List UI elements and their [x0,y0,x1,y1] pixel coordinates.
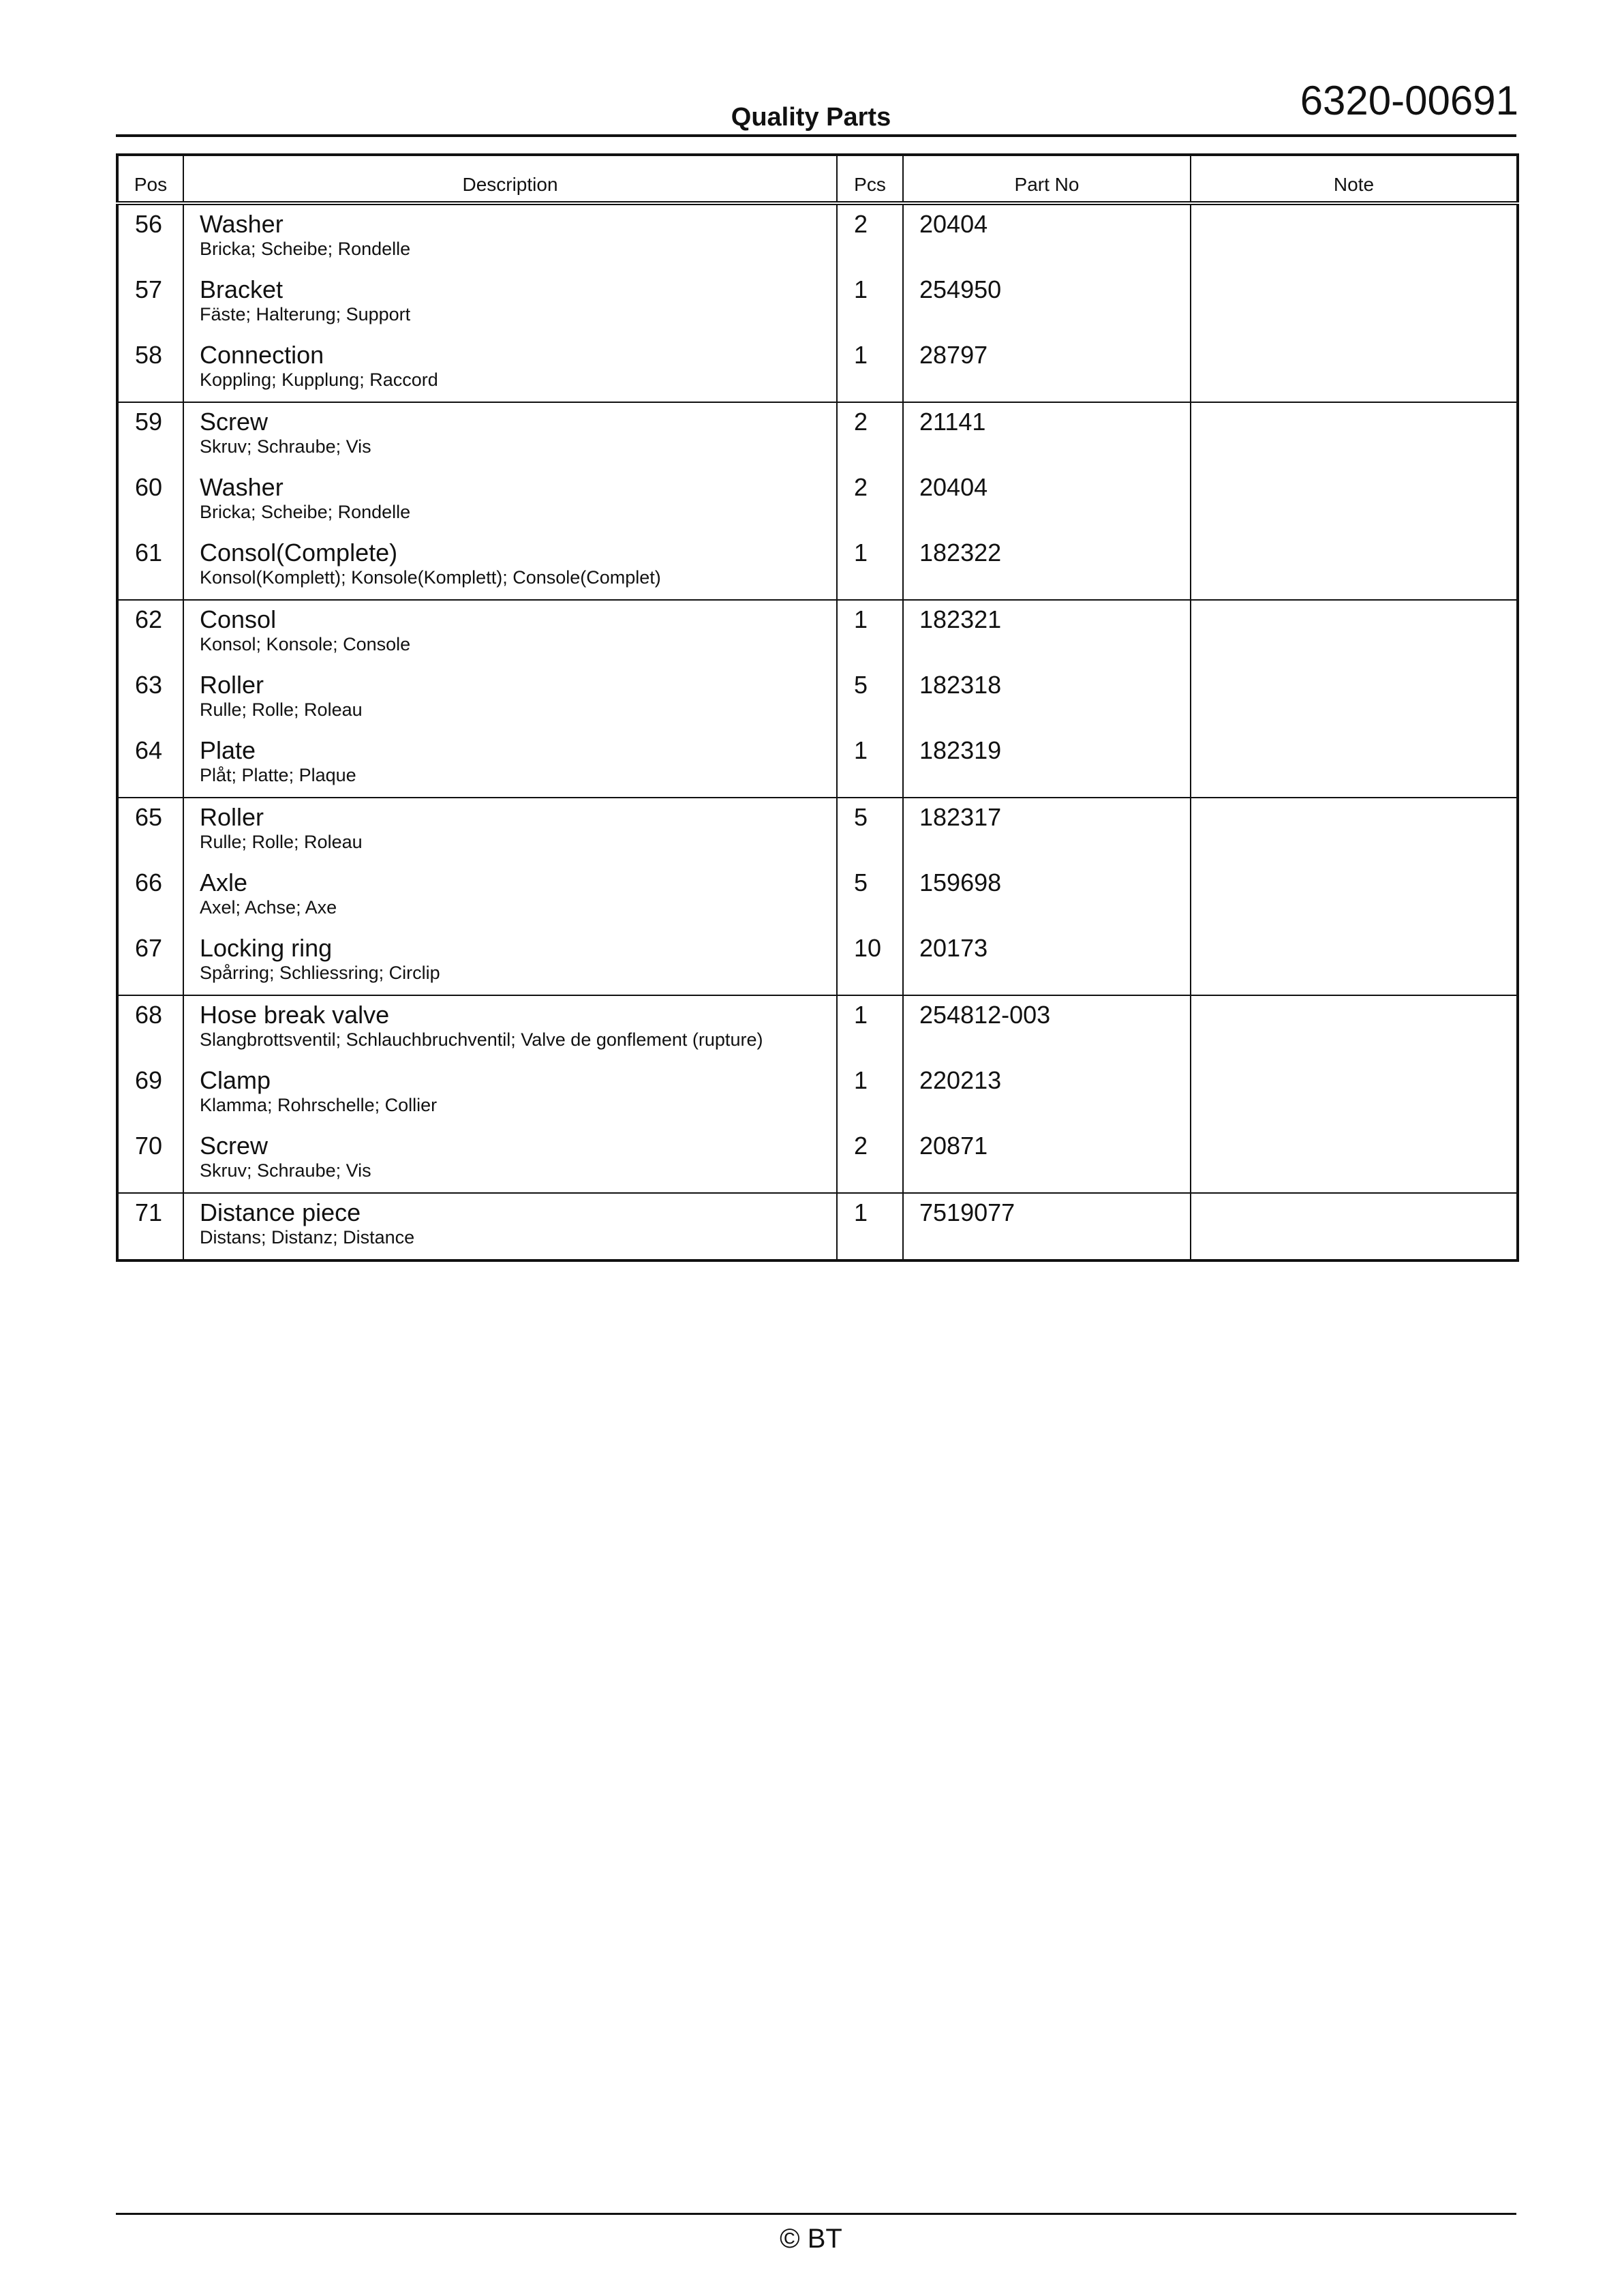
part-translations: Konsol(Komplett); Konsole(Komplett); Console(Complet) [200,567,661,588]
cell-pcs: 1 [837,995,903,1061]
column-header-pos: Pos [117,155,183,203]
part-translations: Rulle; Rolle; Roleau [200,699,363,720]
cell-part-no: 20871 [903,1127,1191,1193]
column-header-pcs: Pcs [837,155,903,203]
cell-description [183,600,837,666]
cell-description [183,336,837,402]
cell-pcs: 1 [837,336,903,402]
part-name: Locking ring [200,934,333,962]
part-name: Axle [200,868,248,896]
parts-table-body [117,203,1518,1260]
cell-description [183,1061,837,1127]
cell-description [183,402,837,468]
cell-description [183,929,837,995]
copyright-notice: © BT [780,2224,842,2254]
part-name: Screw [200,408,269,436]
part-translations: Axel; Achse; Axe [200,897,337,918]
table-row [117,1127,1518,1193]
cell-note [1191,271,1518,336]
cell-description [183,203,837,271]
cell-part-no: 21141 [903,402,1191,468]
table-row [117,731,1518,798]
cell-part-no: 182321 [903,600,1191,666]
cell-pcs: 1 [837,600,903,666]
part-translations: Konsol; Konsole; Console [200,634,411,654]
cell-pos: 57 [117,271,183,336]
table-row [117,468,1518,534]
document-number: 6320-00691 [1300,78,1518,123]
cell-description [183,468,837,534]
cell-description [183,995,837,1061]
part-name: Roller [200,671,264,699]
part-translations: Bricka; Scheibe; Rondelle [200,502,411,522]
cell-part-no: 220213 [903,1061,1191,1127]
column-header-note: Note [1191,155,1518,203]
cell-pos: 67 [117,929,183,995]
table-row [117,798,1518,864]
cell-pcs: 5 [837,798,903,864]
part-name: Bracket [200,275,284,303]
cell-pcs: 1 [837,731,903,798]
cell-note [1191,402,1518,468]
cell-pcs: 2 [837,468,903,534]
part-translations: Koppling; Kupplung; Raccord [200,369,438,390]
cell-description [183,864,837,929]
part-name: Distance piece [200,1198,361,1226]
cell-note [1191,798,1518,864]
part-translations: Skruv; Schraube; Vis [200,436,371,457]
cell-pcs: 1 [837,271,903,336]
cell-part-no: 182318 [903,666,1191,731]
part-name: Clamp [200,1066,271,1094]
table-header-row [117,155,1518,203]
cell-pcs: 2 [837,1127,903,1193]
part-name: Screw [200,1132,269,1160]
part-name: Consol(Complete) [200,539,398,567]
table-row [117,271,1518,336]
cell-pos: 68 [117,995,183,1061]
cell-part-no: 182319 [903,731,1191,798]
table-row [117,1061,1518,1127]
cell-part-no: 20173 [903,929,1191,995]
table-row [117,600,1518,666]
cell-description [183,1193,837,1260]
cell-pos: 63 [117,666,183,731]
part-translations: Skruv; Schraube; Vis [200,1160,371,1181]
cell-pos: 66 [117,864,183,929]
part-name: Roller [200,803,264,831]
table-row [117,534,1518,600]
cell-part-no: 159698 [903,864,1191,929]
page-title: Quality Parts [731,103,891,132]
part-name: Plate [200,736,256,764]
cell-pcs: 1 [837,1193,903,1260]
cell-part-no: 28797 [903,336,1191,402]
cell-note [1191,666,1518,731]
table-row [117,666,1518,731]
footer-divider [116,2213,1516,2215]
cell-pcs: 1 [837,1061,903,1127]
cell-description [183,666,837,731]
cell-note [1191,1061,1518,1127]
parts-table [116,153,1519,1262]
part-translations: Fäste; Halterung; Support [200,304,411,324]
cell-part-no: 254950 [903,271,1191,336]
cell-note [1191,995,1518,1061]
cell-pos: 56 [117,203,183,271]
cell-note [1191,534,1518,600]
cell-pos: 71 [117,1193,183,1260]
cell-note [1191,1193,1518,1260]
table-row [117,929,1518,995]
cell-part-no: 182317 [903,798,1191,864]
part-translations: Spårring; Schliessring; Circlip [200,963,440,983]
cell-pcs: 2 [837,203,903,271]
cell-note [1191,468,1518,534]
cell-pos: 61 [117,534,183,600]
part-translations: Distans; Distanz; Distance [200,1227,415,1248]
cell-description [183,271,837,336]
cell-note [1191,864,1518,929]
part-name: Washer [200,210,284,238]
cell-note [1191,600,1518,666]
cell-description [183,731,837,798]
column-header-part-no: Part No [903,155,1191,203]
cell-pos: 65 [117,798,183,864]
part-translations: Bricka; Scheibe; Rondelle [200,239,411,259]
cell-pos: 64 [117,731,183,798]
table-row [117,864,1518,929]
cell-pos: 62 [117,600,183,666]
cell-description [183,534,837,600]
cell-note [1191,203,1518,271]
part-translations: Slangbrottsventil; Schlauchbruchventil; Valve de gonflement (rupture) [200,1029,763,1050]
table-row [117,203,1518,271]
column-header-description: Description [183,155,837,203]
cell-pos: 60 [117,468,183,534]
table-row [117,1193,1518,1260]
part-name: Washer [200,473,284,501]
header-divider [116,134,1516,137]
cell-pcs: 10 [837,929,903,995]
table-row [117,995,1518,1061]
part-translations: Plåt; Platte; Plaque [200,765,356,785]
cell-description [183,798,837,864]
cell-part-no: 7519077 [903,1193,1191,1260]
table-row [117,402,1518,468]
part-translations: Klamma; Rohrschelle; Collier [200,1095,438,1115]
cell-pcs: 5 [837,666,903,731]
cell-pos: 70 [117,1127,183,1193]
cell-pcs: 5 [837,864,903,929]
cell-description [183,1127,837,1193]
cell-part-no: 20404 [903,203,1191,271]
cell-part-no: 20404 [903,468,1191,534]
cell-pos: 58 [117,336,183,402]
part-translations: Rulle; Rolle; Roleau [200,832,363,852]
cell-pos: 59 [117,402,183,468]
cell-note [1191,929,1518,995]
table-row [117,336,1518,402]
cell-note [1191,336,1518,402]
part-name: Connection [200,341,324,369]
cell-part-no: 254812-003 [903,995,1191,1061]
cell-note [1191,731,1518,798]
part-name: Hose break valve [200,1001,390,1029]
cell-pcs: 2 [837,402,903,468]
part-name: Consol [200,605,277,633]
cell-pos: 69 [117,1061,183,1127]
cell-part-no: 182322 [903,534,1191,600]
cell-note [1191,1127,1518,1193]
cell-pcs: 1 [837,534,903,600]
